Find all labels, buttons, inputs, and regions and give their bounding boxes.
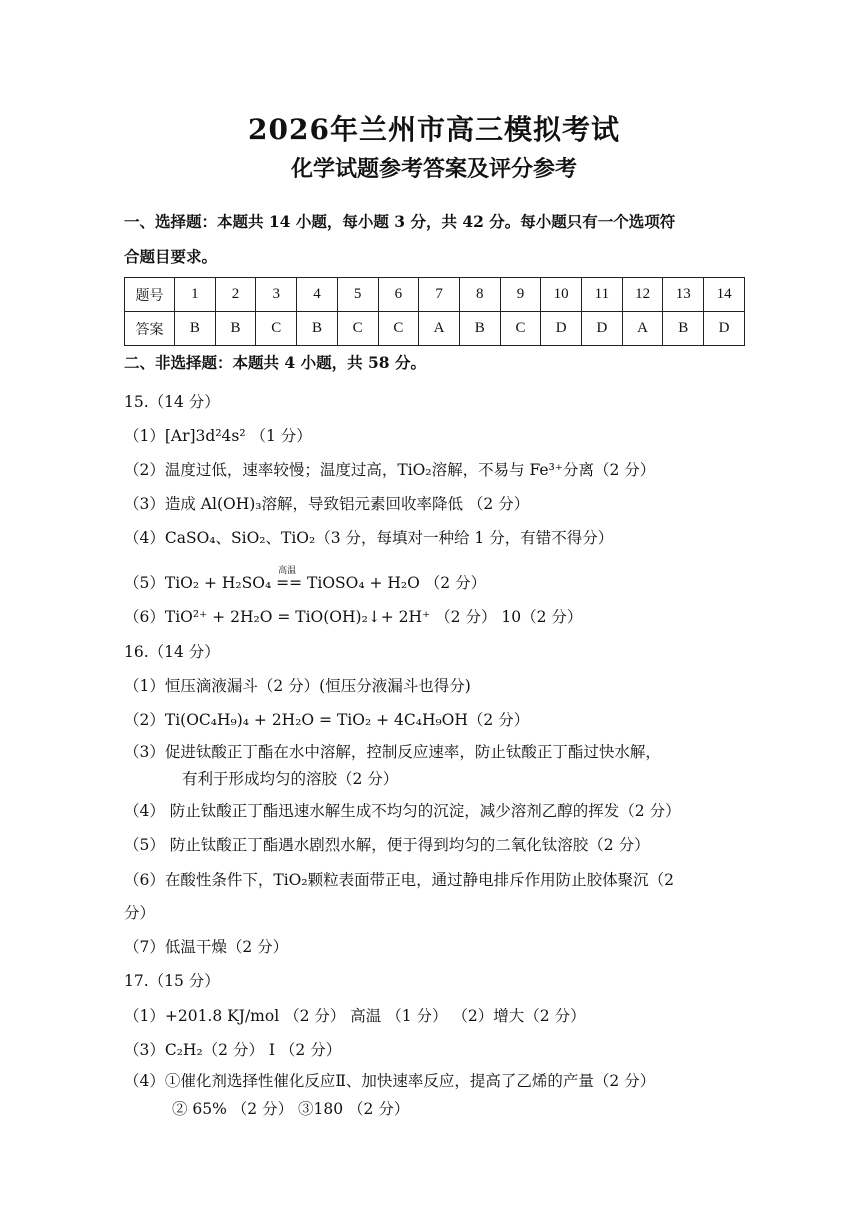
question-number-cell: 4: [297, 278, 338, 312]
q16-answer-3-line2: 有利于形成均匀的溶胶（2 分）: [182, 770, 399, 788]
answer-cell: B: [175, 312, 216, 346]
answer-cell: D: [541, 312, 582, 346]
question-number-cell: 13: [663, 278, 704, 312]
question-number-cell: 11: [582, 278, 623, 312]
answer-cell: C: [500, 312, 541, 346]
question-number-cell: 10: [541, 278, 582, 312]
equals-sign: ==: [276, 574, 303, 592]
answer-cell: D: [582, 312, 623, 346]
q17-answer-1-2: （1）+201.8 KJ/mol （2 分） 高温 （1 分） （2）增大（2 分）: [124, 1007, 586, 1025]
answer-cell: C: [378, 312, 419, 346]
q16-answer-4: （4） 防止钛酸正丁酯迅速水解生成不均匀的沉淀，减少溶剂乙醇的挥发（2 分）: [124, 802, 681, 820]
question-number-row: [125, 278, 745, 312]
section1-heading-line1: 一、选择题：本题共 14 小题，每小题 3 分，共 42 分。每小题只有一个选项符: [124, 212, 676, 231]
q16-answer-3-line1: （3）促进钛酸正丁酯在水中溶解，控制反应速率，防止钛酸正丁酯过快水解，: [124, 743, 661, 761]
q15-answer-5-right: TiOSO₄ + H₂O （2 分）: [302, 574, 487, 592]
answer-cell: B: [215, 312, 256, 346]
question-number-cell: 14: [704, 278, 745, 312]
q15-answer-6: （6）TiO²⁺ + 2H₂O = TiO(OH)₂↓+ 2H⁺ （2 分） 10（2 分）: [124, 608, 583, 626]
q15-heading: 15.（14 分）: [124, 393, 220, 411]
question-number-cell: 3: [256, 278, 297, 312]
q15-answer-5: [124, 566, 487, 593]
q16-answer-6-line1: （6）在酸性条件下，TiO₂颗粒表面带正电，通过静电排斥作用防止胶体聚沉（2: [124, 871, 674, 889]
answer-row: [125, 312, 745, 346]
q17-heading: 17.（15 分）: [124, 972, 220, 990]
question-number-cell: 5: [337, 278, 378, 312]
q17-answer-4-part1: （4）①催化剂选择性催化反应Ⅱ、加快速率反应，提高了乙烯的产量（2 分）: [124, 1072, 656, 1090]
q15-answer-4: （4）CaSO₄、SiO₂、TiO₂（3 分，每填对一种给 1 分，有错不得分）: [124, 529, 614, 547]
question-number-cell: 1: [175, 278, 216, 312]
question-number-cell: 8: [459, 278, 500, 312]
q15-answer-5-left: （5）TiO₂ + H₂SO₄: [124, 574, 277, 592]
answer-cell: B: [663, 312, 704, 346]
answer-cell: C: [337, 312, 378, 346]
condition-label: 高温: [278, 566, 297, 576]
page-title: 2026年兰州市高三模拟考试: [248, 113, 620, 146]
q17-answer-4-part2-3: ② 65% （2 分） ③180 （2 分）: [172, 1100, 410, 1118]
page-subtitle: 化学试题参考答案及评分参考: [290, 156, 577, 182]
q17-answer-3: （3）C₂H₂（2 分） I （2 分）: [124, 1041, 342, 1059]
q16-heading: 16.（14 分）: [124, 643, 220, 661]
section1-heading-line2: 合题目要求。: [124, 247, 218, 266]
q16-answer-6-line2: 分）: [124, 904, 156, 922]
row-label-answer: 答案: [125, 312, 175, 346]
answer-cell: C: [256, 312, 297, 346]
question-number-cell: 7: [419, 278, 460, 312]
high-temperature-condition: [276, 566, 303, 592]
answer-cell: B: [297, 312, 338, 346]
answer-cell: D: [704, 312, 745, 346]
section2-heading: 二、非选择题：本题共 4 小题，共 58 分。: [124, 353, 426, 372]
question-number-cell: 12: [622, 278, 663, 312]
q15-answer-1: （1）[Ar]3d²4s² （1 分）: [124, 427, 312, 445]
q15-answer-3: （3）造成 Al(OH)₃溶解，导致铝元素回收率降低 （2 分）: [124, 495, 530, 513]
answer-cell: A: [419, 312, 460, 346]
row-label-question: 题号: [125, 278, 175, 312]
answer-cell: A: [622, 312, 663, 346]
answer-cell: B: [459, 312, 500, 346]
q16-answer-5: （5） 防止钛酸正丁酯遇水剧烈水解，便于得到均匀的二氧化钛溶胶（2 分）: [124, 836, 650, 854]
answer-table: [124, 277, 745, 346]
q16-answer-2: （2）Ti(OC₄H₉)₄ + 2H₂O = TiO₂ + 4C₄H₉OH（2 分）: [124, 711, 530, 729]
q15-answer-2: （2）温度过低，速率较慢；温度过高，TiO₂溶解，不易与 Fe³⁺分离（2 分）: [124, 461, 656, 479]
q16-answer-7: （7）低温干燥（2 分）: [124, 938, 289, 956]
question-number-cell: 6: [378, 278, 419, 312]
question-number-cell: 2: [215, 278, 256, 312]
question-number-cell: 9: [500, 278, 541, 312]
q16-answer-1: （1）恒压滴液漏斗（2 分）(恒压分液漏斗也得分): [124, 677, 471, 695]
